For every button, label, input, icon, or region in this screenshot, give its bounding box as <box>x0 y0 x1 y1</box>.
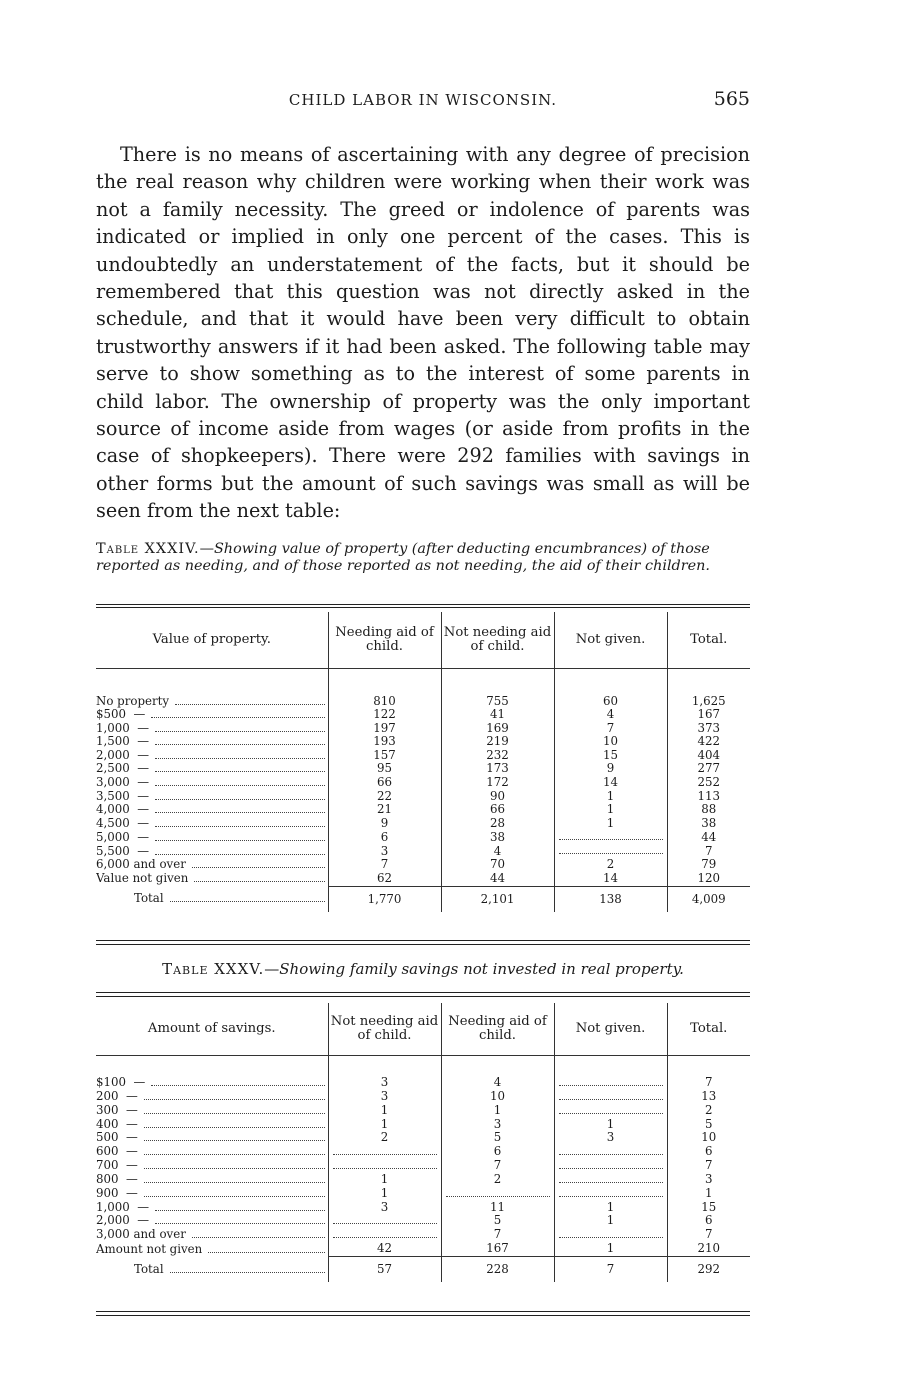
cell-c1: 9 <box>328 817 441 831</box>
table-row <box>96 1145 750 1159</box>
row-label <box>96 817 328 831</box>
table-35-header-not-needing: Not needing aid of child. <box>328 1003 441 1055</box>
table-35-bottom-rule-2 <box>96 1315 750 1316</box>
table-34-top-rule <box>96 604 750 605</box>
leader-dots <box>144 1196 325 1197</box>
table-35 <box>96 1003 750 1282</box>
cell-c4: 120 <box>667 872 750 886</box>
cell-c1: 3 <box>328 1076 441 1090</box>
row-label-text: No property <box>96 694 170 708</box>
total-row <box>96 1256 750 1282</box>
leader-dots <box>155 731 324 732</box>
empty-cell-dots <box>559 1173 663 1183</box>
leader-dots <box>155 826 324 827</box>
cell-c4: 1 <box>667 1187 750 1201</box>
cell-c3 <box>554 1173 667 1187</box>
row-label <box>96 1076 328 1090</box>
table-row <box>96 695 750 709</box>
row-label-text: Amount not given <box>96 1242 203 1256</box>
cell-c1: 22 <box>328 790 441 804</box>
total-c4: 4,009 <box>667 886 750 912</box>
cell-c2 <box>441 1187 554 1201</box>
table-34-header-needing: Needing aid of child. <box>328 612 441 668</box>
leader-dots <box>144 1154 325 1155</box>
leader-dots <box>155 840 324 841</box>
cell-c2: 219 <box>441 735 554 749</box>
cell-c4: 2 <box>667 1104 750 1118</box>
cell-c1: 66 <box>328 776 441 790</box>
table-row <box>96 830 750 844</box>
table-34-caption: Table XXXIV.—Showing value of property (after deducting encumbrances) of those reported as needing, and of those reported as not needing, the aid of their children. <box>96 541 710 574</box>
cell-c2: 173 <box>441 762 554 776</box>
cell-c2: 1 <box>441 1104 554 1118</box>
row-label <box>96 722 328 736</box>
cell-c3: 14 <box>554 776 667 790</box>
table-row <box>96 1173 750 1187</box>
empty-cell-dots <box>446 1187 550 1197</box>
row-label <box>96 1118 328 1132</box>
leader-dots <box>144 1182 325 1183</box>
table-row <box>96 790 750 804</box>
table-row <box>96 1159 750 1173</box>
cell-c2: 7 <box>441 1159 554 1173</box>
cell-c3: 10 <box>554 735 667 749</box>
leader-dots <box>151 717 324 718</box>
cell-c3: 3 <box>554 1131 667 1145</box>
cell-c3 <box>554 1090 667 1104</box>
row-label <box>96 872 328 886</box>
cell-c3: 1 <box>554 803 667 817</box>
cell-c2: 169 <box>441 722 554 736</box>
table-34-top-rule-2 <box>96 607 750 608</box>
row-label <box>96 1201 328 1215</box>
table-35-header-amount: Amount of savings. <box>96 1003 328 1055</box>
row-label <box>96 708 328 722</box>
cell-c4: 1,625 <box>667 695 750 709</box>
row-label-text: $500 — <box>96 708 146 722</box>
cell-c2: 6 <box>441 1145 554 1159</box>
paragraph-text: There is no means of ascertaining with any degree of precision the real reason why children were working when their work was not a family necessity. The greed or indolence of parents was indicated or implied in only one percent of the cases. This is undoubtedly an understatement of the facts, but it should be remembered that this question was not directly asked in the schedule, and that it would have been very difficult to obtain trustworthy answers if it had been asked. The following table may serve to show something as to the interest of some parents in child labor. The ownership of property was the only important source of income aside from wages (or aside from profits in the case of shopkeepers). There were 292 families with savings in other forms but the amount of such savings was small as will be seen from the next table: <box>96 143 750 523</box>
cell-c1: 1 <box>328 1104 441 1118</box>
empty-cell-dots <box>559 1187 663 1197</box>
total-c2: 2,101 <box>441 886 554 912</box>
body-paragraph <box>96 141 750 525</box>
total-c3: 138 <box>554 886 667 912</box>
row-label-text: 5,000 — <box>96 830 150 844</box>
table-34-header-not-given: Not given. <box>554 612 667 668</box>
row-label-text: $100 — <box>96 1075 146 1089</box>
cell-c1 <box>328 1145 441 1159</box>
table-35-caption-text: Showing family savings not invested in real property. <box>279 960 684 978</box>
row-label <box>96 830 328 844</box>
row-label-text: 5,500 — <box>96 844 150 858</box>
row-label-text: 3,500 — <box>96 789 150 803</box>
row-label-text: 900 — <box>96 1186 138 1200</box>
leader-dots <box>151 1085 324 1086</box>
leader-dots <box>155 854 324 855</box>
row-label-text: 700 — <box>96 1158 138 1172</box>
table-35-header-needing: Needing aid of child. <box>441 1003 554 1055</box>
row-label-text: 800 — <box>96 1172 138 1186</box>
cell-c1: 42 <box>328 1242 441 1256</box>
total-label-text: Total <box>134 1261 164 1276</box>
cell-c3 <box>554 1159 667 1173</box>
table-row <box>96 844 750 858</box>
cell-c3 <box>554 1104 667 1118</box>
row-label <box>96 735 328 749</box>
cell-c2: 41 <box>441 708 554 722</box>
empty-cell-dots <box>559 1228 663 1238</box>
cell-c2: 2 <box>441 1173 554 1187</box>
row-label <box>96 1187 328 1201</box>
empty-cell-dots <box>559 1104 663 1114</box>
cell-c2: 66 <box>441 803 554 817</box>
row-label-text: 4,500 — <box>96 816 150 830</box>
row-label-text: 3,000 — <box>96 776 150 790</box>
row-label <box>96 1131 328 1145</box>
row-label <box>96 695 328 709</box>
cell-c3: 60 <box>554 695 667 709</box>
table-row <box>96 708 750 722</box>
table-35-caption: Table XXXV.—Showing family savings not invested in real property. <box>162 960 684 978</box>
cell-c2: 70 <box>441 858 554 872</box>
empty-cell-dots <box>333 1145 437 1155</box>
cell-c4: 3 <box>667 1173 750 1187</box>
table-row <box>96 1090 750 1104</box>
cell-c4: 13 <box>667 1090 750 1104</box>
empty-cell-dots <box>333 1214 437 1224</box>
table-35-header-total: Total. <box>667 1003 750 1055</box>
cell-c1: 3 <box>328 1090 441 1104</box>
leader-dots <box>155 1210 324 1211</box>
cell-c3 <box>554 1187 667 1201</box>
row-label-text: 3,000 and over <box>96 1228 186 1242</box>
row-label <box>96 1228 328 1242</box>
leader-dots <box>208 1252 324 1253</box>
cell-c1: 21 <box>328 803 441 817</box>
row-label-text: 200 — <box>96 1089 138 1103</box>
cell-c2: 90 <box>441 790 554 804</box>
cell-c2: 4 <box>441 844 554 858</box>
cell-c4: 7 <box>667 1159 750 1173</box>
cell-c4: 373 <box>667 722 750 736</box>
leader-dots <box>144 1140 325 1141</box>
row-label <box>96 803 328 817</box>
cell-c3 <box>554 844 667 858</box>
table-row <box>96 1118 750 1132</box>
cell-c4: 7 <box>667 1228 750 1242</box>
row-label-text: Value not given <box>96 872 189 886</box>
cell-c3 <box>554 1228 667 1242</box>
cell-c3: 14 <box>554 872 667 886</box>
cell-c2: 11 <box>441 1201 554 1215</box>
empty-cell-dots <box>333 1159 437 1169</box>
cell-c2: 232 <box>441 749 554 763</box>
table-row <box>96 803 750 817</box>
row-label <box>96 1173 328 1187</box>
cell-c2: 7 <box>441 1228 554 1242</box>
cell-c2: 172 <box>441 776 554 790</box>
cell-c1: 2 <box>328 1131 441 1145</box>
cell-c1: 3 <box>328 844 441 858</box>
total-row <box>96 886 750 912</box>
cell-c1: 1 <box>328 1118 441 1132</box>
row-label-text: 500 — <box>96 1131 138 1145</box>
empty-cell-dots <box>559 1159 663 1169</box>
table-34-header-value: Value of property. <box>96 612 328 668</box>
cell-c3: 1 <box>554 817 667 831</box>
row-label-text: 300 — <box>96 1103 138 1117</box>
empty-cell-dots <box>559 830 663 840</box>
leader-dots <box>175 704 324 705</box>
cell-c4: 113 <box>667 790 750 804</box>
table-34-body <box>96 668 750 912</box>
cell-c4: 167 <box>667 708 750 722</box>
table-row <box>96 722 750 736</box>
table-row <box>96 1214 750 1228</box>
row-label <box>96 1242 328 1256</box>
cell-c1: 157 <box>328 749 441 763</box>
table-34-label: Table XXXIV. <box>96 541 200 557</box>
cell-c3: 7 <box>554 722 667 736</box>
table-row <box>96 858 750 872</box>
cell-c1: 62 <box>328 872 441 886</box>
table-34-header-not-needing: Not needing aid of child. <box>441 612 554 668</box>
table-34 <box>96 612 750 912</box>
page-number: 565 <box>713 88 750 110</box>
row-label <box>96 762 328 776</box>
cell-c3: 15 <box>554 749 667 763</box>
cell-c2: 5 <box>441 1214 554 1228</box>
table-35-top-rule-2 <box>96 996 750 997</box>
cell-c1: 810 <box>328 695 441 709</box>
row-label-text: 1,500 — <box>96 735 150 749</box>
cell-c4: 277 <box>667 762 750 776</box>
cell-c3 <box>554 1145 667 1159</box>
row-label-text: 2,500 — <box>96 762 150 776</box>
leader-dots <box>155 785 324 786</box>
cell-c1 <box>328 1214 441 1228</box>
cell-c4: 210 <box>667 1242 750 1256</box>
table-row <box>96 1076 750 1090</box>
leader-dots <box>144 1113 325 1114</box>
cell-c4: 404 <box>667 749 750 763</box>
cell-c3: 9 <box>554 762 667 776</box>
cell-c4: 5 <box>667 1118 750 1132</box>
cell-c3: 1 <box>554 1118 667 1132</box>
cell-c2: 5 <box>441 1131 554 1145</box>
cell-c2: 28 <box>441 817 554 831</box>
row-label <box>96 790 328 804</box>
row-label <box>96 1214 328 1228</box>
cell-c1: 7 <box>328 858 441 872</box>
cell-c2: 167 <box>441 1242 554 1256</box>
cell-c4: 7 <box>667 844 750 858</box>
table-34-bottom-rule-2 <box>96 944 750 945</box>
total-c4: 292 <box>667 1256 750 1282</box>
leader-dots <box>170 901 325 902</box>
leader-dots <box>170 1272 325 1273</box>
row-label <box>96 749 328 763</box>
total-label <box>96 886 328 912</box>
cell-c3: 4 <box>554 708 667 722</box>
row-label <box>96 858 328 872</box>
cell-c4: 88 <box>667 803 750 817</box>
cell-c1: 1 <box>328 1173 441 1187</box>
leader-dots <box>144 1099 325 1100</box>
table-row <box>96 1131 750 1145</box>
table-row <box>96 1201 750 1215</box>
table-35-body <box>96 1055 750 1282</box>
table-row <box>96 735 750 749</box>
total-c1: 57 <box>328 1256 441 1282</box>
row-label-text: 6,000 and over <box>96 858 186 872</box>
table-34-caption-text: Showing value of property (after deducting encumbrances) of those reported as needing, and of those reported as not needing, the aid of their children. <box>96 541 710 574</box>
row-label <box>96 844 328 858</box>
cell-c1: 6 <box>328 830 441 844</box>
cell-c3 <box>554 830 667 844</box>
row-label-text: 2,000 — <box>96 748 150 762</box>
leader-dots <box>155 744 324 745</box>
cell-c1: 193 <box>328 735 441 749</box>
cell-c4: 7 <box>667 1076 750 1090</box>
cell-c2: 4 <box>441 1076 554 1090</box>
table-row <box>96 776 750 790</box>
empty-cell-dots <box>559 1076 663 1086</box>
total-label-text: Total <box>134 891 164 906</box>
row-label-text: 1,000 — <box>96 1200 150 1214</box>
row-label-text: 1,000 — <box>96 721 150 735</box>
cell-c4: 38 <box>667 817 750 831</box>
cell-c4: 6 <box>667 1145 750 1159</box>
running-head <box>96 88 750 116</box>
cell-c4: 252 <box>667 776 750 790</box>
table-34-bottom-rule <box>96 940 750 941</box>
table-row <box>96 749 750 763</box>
table-row <box>96 872 750 886</box>
leader-dots <box>144 1168 325 1169</box>
cell-c3: 1 <box>554 790 667 804</box>
table-row <box>96 817 750 831</box>
total-label <box>96 1256 328 1282</box>
cell-c4: 79 <box>667 858 750 872</box>
row-label <box>96 776 328 790</box>
table-row <box>96 1242 750 1256</box>
row-label <box>96 1104 328 1118</box>
leader-dots <box>155 812 324 813</box>
cell-c1: 122 <box>328 708 441 722</box>
leader-dots <box>155 1223 324 1224</box>
empty-cell-dots <box>333 1228 437 1238</box>
cell-c2: 755 <box>441 695 554 709</box>
leader-dots <box>192 867 325 868</box>
row-label-text: 600 — <box>96 1144 138 1158</box>
total-c3: 7 <box>554 1256 667 1282</box>
table-row <box>96 1104 750 1118</box>
cell-c1: 3 <box>328 1201 441 1215</box>
table-35-top-rule <box>96 992 750 993</box>
cell-c4: 15 <box>667 1201 750 1215</box>
cell-c1 <box>328 1228 441 1242</box>
leader-dots <box>194 881 324 882</box>
cell-c3 <box>554 1076 667 1090</box>
total-c1: 1,770 <box>328 886 441 912</box>
leader-dots <box>155 799 324 800</box>
cell-c4: 10 <box>667 1131 750 1145</box>
cell-c3: 1 <box>554 1201 667 1215</box>
leader-dots <box>144 1127 325 1128</box>
row-label-text: 2,000 — <box>96 1214 150 1228</box>
total-c2: 228 <box>441 1256 554 1282</box>
row-label <box>96 1145 328 1159</box>
cell-c2: 3 <box>441 1118 554 1132</box>
cell-c1: 1 <box>328 1187 441 1201</box>
table-35-bottom-rule <box>96 1311 750 1312</box>
table-35-header-not-given: Not given. <box>554 1003 667 1055</box>
table-row <box>96 1187 750 1201</box>
cell-c3: 1 <box>554 1242 667 1256</box>
cell-c2: 38 <box>441 830 554 844</box>
cell-c3: 2 <box>554 858 667 872</box>
table-row <box>96 1228 750 1242</box>
leader-dots <box>155 771 324 772</box>
cell-c1: 95 <box>328 762 441 776</box>
cell-c2: 44 <box>441 872 554 886</box>
leader-dots <box>155 758 324 759</box>
empty-cell-dots <box>559 1090 663 1100</box>
table-35-label: Table XXXV. <box>162 960 265 978</box>
cell-c1: 197 <box>328 722 441 736</box>
row-label <box>96 1159 328 1173</box>
running-title: CHILD LABOR IN WISCONSIN. <box>288 91 558 109</box>
row-label <box>96 1090 328 1104</box>
row-label-text: 4,000 — <box>96 803 150 817</box>
row-label-text: 400 — <box>96 1117 138 1131</box>
leader-dots <box>192 1237 325 1238</box>
table-row <box>96 762 750 776</box>
cell-c4: 6 <box>667 1214 750 1228</box>
cell-c4: 422 <box>667 735 750 749</box>
empty-cell-dots <box>559 1145 663 1155</box>
table-34-header-total: Total. <box>667 612 750 668</box>
cell-c1 <box>328 1159 441 1173</box>
cell-c4: 44 <box>667 830 750 844</box>
empty-cell-dots <box>559 844 663 854</box>
cell-c3: 1 <box>554 1214 667 1228</box>
cell-c2: 10 <box>441 1090 554 1104</box>
